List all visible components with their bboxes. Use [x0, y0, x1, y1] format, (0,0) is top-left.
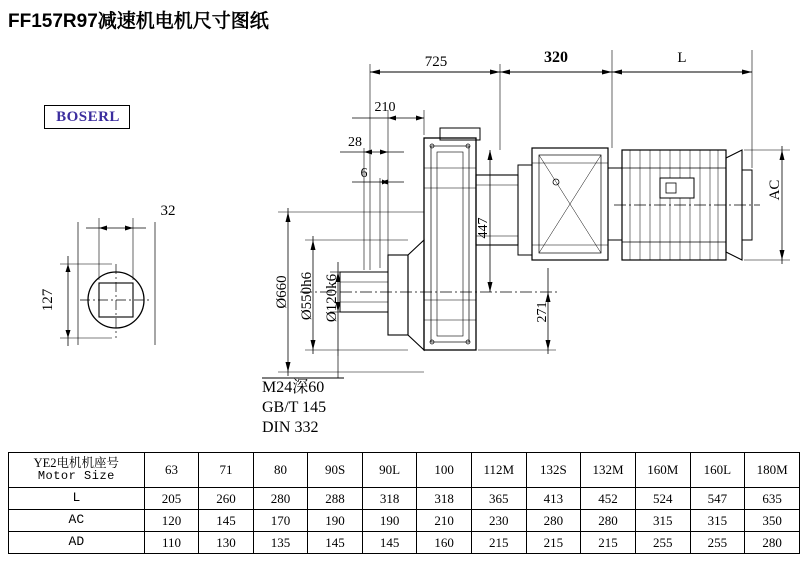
- table-cell: 132M: [581, 453, 636, 488]
- dim-label-28: 28: [348, 135, 362, 150]
- dim-label-660: Ø660: [274, 275, 290, 309]
- dim-label-725: 725: [424, 54, 448, 70]
- table-cell: 210: [417, 510, 472, 532]
- dim-label-L: L: [677, 50, 687, 66]
- table-row: [9, 510, 800, 532]
- table-cell: 413: [526, 488, 581, 510]
- table-cell: 205: [144, 488, 199, 510]
- table-row-header: AC: [9, 510, 145, 532]
- table-cell: 547: [690, 488, 745, 510]
- table-cell: 63: [144, 453, 199, 488]
- table-cell: 90S: [308, 453, 363, 488]
- dim-label-271: 271: [535, 301, 550, 323]
- table-cell: 315: [690, 510, 745, 532]
- table-cell: 215: [581, 532, 636, 554]
- table-cell: 524: [635, 488, 690, 510]
- table-cell: 288: [308, 488, 363, 510]
- table-cell: 318: [362, 488, 417, 510]
- table-cell: 190: [362, 510, 417, 532]
- table-cell: 132S: [526, 453, 581, 488]
- table-body: [9, 453, 800, 554]
- dim-label-127: 127: [40, 288, 56, 312]
- table-cell: 255: [635, 532, 690, 554]
- table-cell: 80: [253, 453, 308, 488]
- motor-flange: [532, 148, 622, 260]
- table-cell: 90L: [362, 453, 417, 488]
- page-title: FF157R97减速机电机尺寸图纸: [8, 11, 269, 32]
- dim-label-6: 6: [360, 166, 368, 181]
- table-cell: 170: [253, 510, 308, 532]
- left-flange-view: [60, 218, 155, 346]
- table-cell: 318: [417, 488, 472, 510]
- table-cell: 452: [581, 488, 636, 510]
- table-row-header: AD: [9, 532, 145, 554]
- table-cell: 160M: [635, 453, 690, 488]
- table-cell: 365: [471, 488, 526, 510]
- table-cell: 71: [199, 453, 254, 488]
- dim-label-320: 320: [544, 49, 568, 66]
- table-cell: 260: [199, 488, 254, 510]
- electric-motor: [614, 150, 760, 260]
- motor-size-table: [8, 452, 800, 554]
- table-row-header: L: [9, 488, 145, 510]
- dim-label-AC: AC: [767, 179, 783, 201]
- table-cell: 280: [526, 510, 581, 532]
- table-cell: 120: [144, 510, 199, 532]
- table-cell: 110: [144, 532, 199, 554]
- table-cell: 215: [471, 532, 526, 554]
- table-cell: 350: [745, 510, 800, 532]
- table-cell: 112M: [471, 453, 526, 488]
- table-cell: 280: [581, 510, 636, 532]
- dim-label-447: 447: [476, 217, 491, 239]
- table-row-header: YE2电机机座号 Motor Size: [9, 453, 145, 488]
- table-cell: 100: [417, 453, 472, 488]
- table-cell: 130: [199, 532, 254, 554]
- note-leader: [262, 356, 344, 378]
- note-line-1: M24深60: [262, 379, 325, 396]
- top-dimension-chain: [370, 50, 752, 270]
- table-cell: 635: [745, 488, 800, 510]
- dim-210: [352, 110, 424, 262]
- table-cell: 145: [199, 510, 254, 532]
- table-cell: 255: [690, 532, 745, 554]
- table-cell: 230: [471, 510, 526, 532]
- table-cell: 215: [526, 532, 581, 554]
- note-line-3: DIN 332: [262, 419, 319, 436]
- table-cell: 315: [635, 510, 690, 532]
- dim-label-210: 210: [374, 100, 396, 115]
- gear-housing: [388, 128, 480, 350]
- table-cell: 145: [362, 532, 417, 554]
- table-cell: 135: [253, 532, 308, 554]
- dim-label-32: 32: [160, 203, 176, 219]
- dim-label-550h6: Ø550h6: [299, 271, 315, 321]
- table-row: [9, 532, 800, 554]
- table-cell: 180M: [745, 453, 800, 488]
- table-cell: 280: [745, 532, 800, 554]
- table-row: [9, 488, 800, 510]
- table-cell: 160: [417, 532, 472, 554]
- table-cell: 280: [253, 488, 308, 510]
- adapter-housing: [476, 165, 532, 255]
- dim-28: [340, 148, 404, 270]
- table-cell: 160L: [690, 453, 745, 488]
- brand-logo-text: BOSERL: [56, 109, 120, 125]
- table-cell: 190: [308, 510, 363, 532]
- table-cell: 145: [308, 532, 363, 554]
- table-row: [9, 453, 800, 488]
- dim-label-120k6: Ø120k6: [324, 273, 340, 323]
- note-line-2: GB/T 145: [262, 399, 327, 416]
